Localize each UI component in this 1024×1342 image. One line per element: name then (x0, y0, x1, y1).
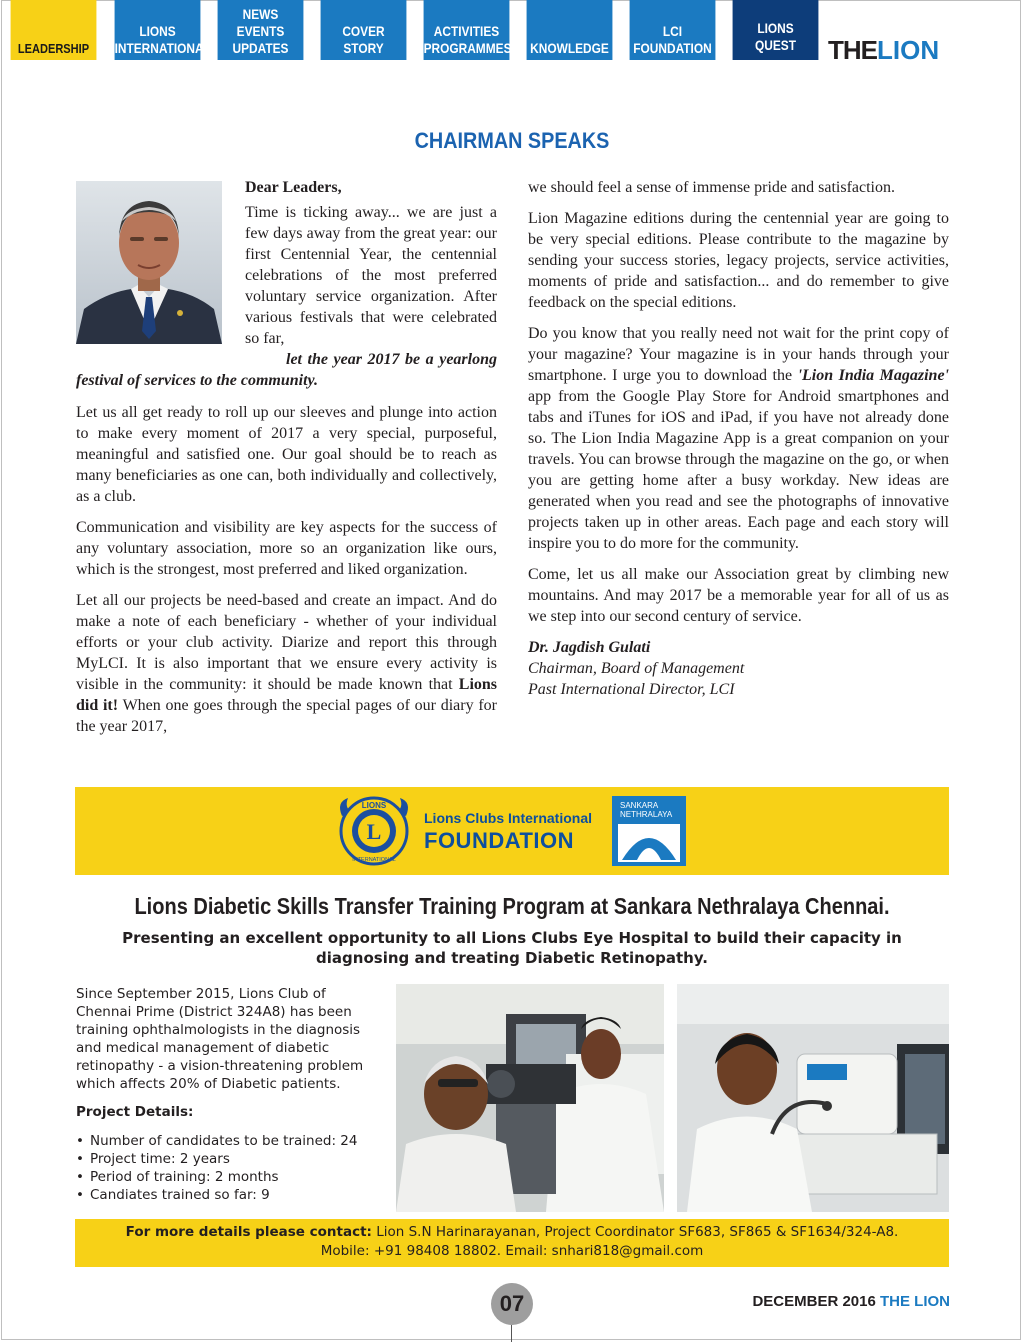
letter-column-left-top (245, 177, 497, 349)
letter-paragraph: Come, let us all make our Association great by climbing new mountains. And may 2017 be a memorable year for all of us as we step into our second century of service. (528, 566, 949, 625)
sankara-line2: NETHRALAYA (620, 810, 673, 819)
greeting: Dear Leaders, (245, 179, 342, 196)
app-name: 'Lion India Magazine' (797, 367, 949, 384)
tab-label: PROGRAMMES (423, 40, 512, 56)
signature-block (528, 637, 949, 700)
paragraph-text: Time is ticking away... we are just a few days away from the great year: our first Centennial Year, the centennial celebrations of the most preferred voluntary service organization. After various festivals that were celebrated so far, (245, 204, 497, 347)
letter-paragraph (76, 590, 497, 737)
tab-label: QUEST (754, 37, 796, 53)
letter-emphasis (76, 349, 497, 391)
emphasis-line (76, 349, 497, 391)
eye-exam-photo (396, 984, 664, 1212)
brand-the: THE (828, 35, 877, 65)
section-nav (3, 0, 1022, 65)
sankara-nethralaya-logo (612, 796, 686, 866)
tab-label: LIONS (139, 23, 176, 39)
tab-label: LIONS (757, 20, 794, 36)
program-subtitle: Presenting an excellent opportunity to all Lions Clubs Eye Hospital to build their capacity in diagnosing and treating Diabetic Retinopathy. (122, 929, 902, 967)
brand-lion: LION (877, 35, 940, 65)
letter-paragraph (245, 202, 497, 349)
tab-label: EVENTS (236, 23, 285, 39)
tab-lions-international[interactable] (114, 0, 211, 60)
tab-label: INTERNATIONAL (114, 40, 211, 56)
letter-column-right (528, 177, 949, 700)
lions-international-emblem (334, 792, 414, 870)
list-item: • Candiates trained so far: 9 (76, 1186, 358, 1204)
tab-label: LCI (662, 23, 683, 39)
list-item: • Number of candidates to be trained: 24 (76, 1132, 358, 1150)
emblem-letter: L (366, 819, 382, 844)
emblem-ring-top: LIONS (361, 801, 387, 810)
lcif-foundation: FOUNDATION (424, 828, 575, 853)
letter-paragraph: Communication and visibility are key aspects for the success of any voluntary association, more so an organization like ours, which is the strongest, most preferred and liked organization. (76, 519, 497, 578)
letter-paragraph: we should feel a sense of immense pride and satisfaction. (528, 179, 895, 196)
tab-label: LEADERSHIP (17, 41, 90, 56)
paragraph-text: Do you know that you really need not wait for the print copy of your magazine? Your magazine is in your hands through your smartphone. I urge you to download the (528, 325, 949, 384)
contact-text: Lion S.N Harinarayanan, Project Coordinator SF683, SF865 & SF1634/324-A8. (376, 1224, 899, 1240)
emblem-ring-bottom: INTERNATIONAL (352, 857, 396, 863)
tab-label: KNOWLEDGE (530, 40, 609, 56)
bold-text: Lions did it! (76, 676, 498, 714)
project-details-heading: Project Details: (76, 1104, 194, 1120)
tab-label: UPDATES (232, 40, 289, 56)
signature-name: Dr. Jagdish Gulati (528, 639, 651, 656)
paragraph-text: Let all our projects be need-based and create an impact. And do make a note of each beneficiary - whether of your individual efforts or your club activity. Diarize and report this through MyLCI. It is also important that we ensure every activity is visible in the community: it should be made known that (76, 592, 497, 693)
tab-knowledge[interactable] (527, 0, 613, 60)
letter-paragraph: Lion Magazine editions during the centennial year are going to be very special editions. Please contribute to the magazine by sending your success stories, legacy projects, service activities, moments of pride and satisfaction... and do remember to give feedback on the special editions. (528, 210, 949, 311)
contact-box (75, 1219, 949, 1267)
tab-label: COVER STORY (342, 23, 385, 56)
contact-label: For more details please contact: (125, 1224, 372, 1240)
issue-date: DECEMBER 2016 (752, 1293, 876, 1310)
tab-label: ACTIVITIES (433, 23, 500, 39)
page-number-line (511, 1325, 512, 1342)
tab-lci-foundation[interactable] (630, 0, 716, 60)
tab-lions-quest[interactable] (733, 0, 819, 60)
letter-paragraph: Let us all get ready to roll up our sleeves and plunge into action to make every moment of 2017 a very special, purposeful, meaningful and satisfied one. Our goal should be to reach as many beneficiaries as one can, both individually and collectively, as a club. (76, 404, 497, 505)
tab-cover-story[interactable] (321, 0, 407, 60)
tab-label: FOUNDATION (633, 40, 712, 56)
magazine-name: THE LION (880, 1293, 950, 1310)
program-intro: Since September 2015, Lions Club of Chennai Prime (District 324A8) has been training ophthalmologists in the diagnosis and medical management of diabetic retinopathy - a vision-threatening problem which affects 20% of Diabetic patients. (76, 986, 364, 1092)
project-details-list (76, 1132, 358, 1204)
signature-title: Past International Director, LCI (528, 681, 735, 698)
paragraph-text: When one goes through the special pages of our diary for the year 2017, (76, 697, 498, 735)
magazine-logo (828, 36, 939, 64)
page-number: 07 (491, 1283, 533, 1325)
lcif-name: Lions Clubs International (424, 810, 593, 826)
emphasis-text: let the year 2017 be a yearlong festival of services to the community. (76, 351, 497, 389)
list-item: • Project time: 2 years (76, 1150, 358, 1168)
contact-line (75, 1223, 949, 1242)
letter-column-left (76, 402, 497, 747)
page-title: CHAIRMAN SPEAKS (414, 128, 610, 153)
tab-news-events-updates[interactable] (218, 0, 304, 60)
footer-issue (752, 1293, 950, 1310)
tab-activities-programmes[interactable] (424, 0, 510, 60)
list-item: • Period of training: 2 months (76, 1168, 358, 1186)
contact-line: Mobile: +91 98408 18802. Email: snhari818@gmail.com (320, 1243, 704, 1259)
tab-label: NEWS (242, 6, 279, 22)
sankara-line1: SANKARA (620, 801, 659, 810)
letter-paragraph (528, 323, 949, 554)
retinal-imaging-photo (677, 984, 949, 1212)
program-title: Lions Diabetic Skills Transfer Training Program at Sankara Nethralaya Chennai. (134, 893, 890, 919)
paragraph-text: app from the Google Play Store for Android smartphones and tabs and iTunes for iOS and iPad, if you have not already done so. The Lion India Magazine App is a great companion on your travels. You can browse through the magazine on the go, or when you are getting home after a busy workday. New ideas are generated when you read and see the photographs of innovative projects taken up in other areas. Each page and each story will inspire you to do more for the community. (528, 388, 949, 552)
signature-title: Chairman, Board of Management (528, 660, 745, 677)
tab-leadership[interactable] (11, 0, 97, 60)
chairman-portrait (76, 181, 222, 344)
